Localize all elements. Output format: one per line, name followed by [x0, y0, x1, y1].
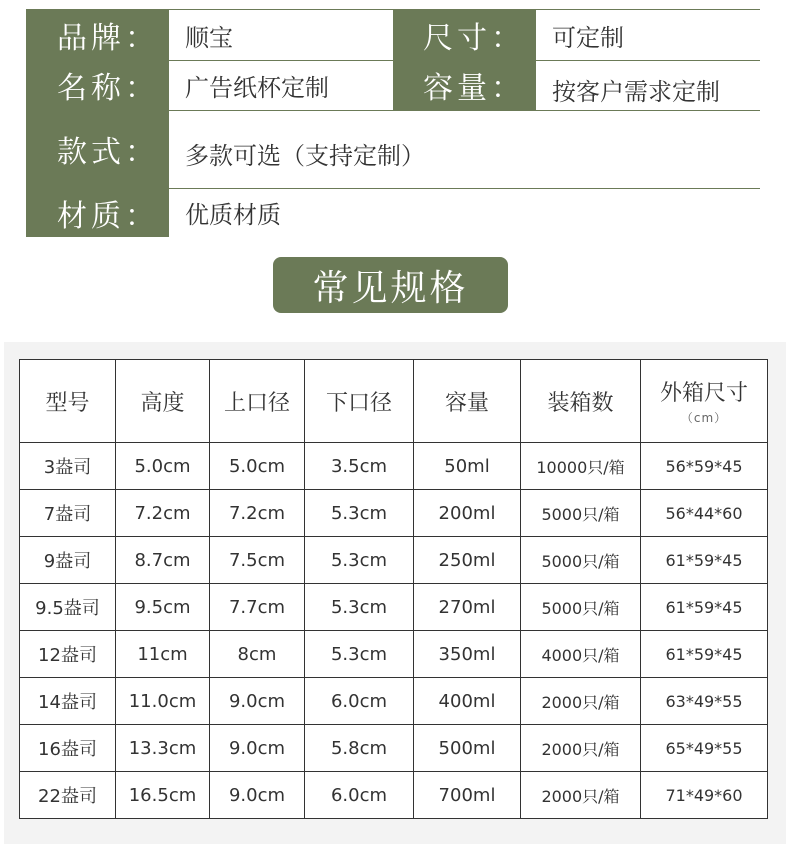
cell-model: 9盎司: [20, 537, 116, 584]
cell-capacity: 400ml: [414, 678, 521, 725]
cell-top-diameter: 9.0cm: [210, 772, 305, 819]
header-bottom-diameter: 下口径: [305, 360, 414, 443]
cell-box-size: 61*59*45: [641, 584, 768, 631]
cell-box-quantity: 2000只/箱: [521, 772, 641, 819]
cell-model: 9.5盎司: [20, 584, 116, 631]
cell-top-diameter: 7.7cm: [210, 584, 305, 631]
cell-height: 13.3cm: [116, 725, 210, 772]
cell-bottom-diameter: 6.0cm: [305, 772, 414, 819]
cell-height: 11.0cm: [116, 678, 210, 725]
header-height: 高度: [116, 360, 210, 443]
cell-box-size: 61*59*45: [641, 537, 768, 584]
cell-model: 14盎司: [20, 678, 116, 725]
cell-box-quantity: 4000只/箱: [521, 631, 641, 678]
cell-bottom-diameter: 3.5cm: [305, 443, 414, 490]
spec-table-body: [20, 443, 768, 819]
cell-model: 12盎司: [20, 631, 116, 678]
style-value: 多款可选（支持定制）: [169, 110, 760, 188]
name-value: 广告纸杯定制: [169, 60, 393, 110]
style-label: 款式：: [27, 110, 169, 188]
cell-model: 7盎司: [20, 490, 116, 537]
cell-model: 3盎司: [20, 443, 116, 490]
table-row: [20, 631, 768, 678]
cell-model: 16盎司: [20, 725, 116, 772]
spec-table-panel: [4, 342, 786, 844]
table-header-row: [20, 360, 768, 443]
table-row: [20, 443, 768, 490]
cell-box-quantity: 2000只/箱: [521, 725, 641, 772]
cell-model: 22盎司: [20, 772, 116, 819]
table-row: [20, 584, 768, 631]
size-label: 尺寸：: [393, 10, 536, 60]
cell-capacity: 200ml: [414, 490, 521, 537]
cell-top-diameter: 5.0cm: [210, 443, 305, 490]
cell-bottom-diameter: 5.3cm: [305, 537, 414, 584]
table-row: [20, 490, 768, 537]
header-box-size: [641, 360, 768, 443]
cell-bottom-diameter: 6.0cm: [305, 678, 414, 725]
cell-bottom-diameter: 5.8cm: [305, 725, 414, 772]
cell-bottom-diameter: 5.3cm: [305, 490, 414, 537]
size-value: 可定制: [536, 10, 760, 60]
brand-label: 品牌：: [27, 10, 169, 60]
divider: [536, 60, 760, 61]
cell-height: 8.7cm: [116, 537, 210, 584]
header-model: 型号: [20, 360, 116, 443]
cell-box-quantity: 2000只/箱: [521, 678, 641, 725]
cell-box-size: 56*44*60: [641, 490, 768, 537]
cell-box-size: 61*59*45: [641, 631, 768, 678]
cell-top-diameter: 9.0cm: [210, 678, 305, 725]
header-box-size-label: 外箱尺寸: [659, 381, 748, 406]
capacity-label: 容量：: [393, 60, 536, 110]
divider: [169, 60, 393, 61]
cell-box-size: 71*49*60: [641, 772, 768, 819]
cell-capacity: 250ml: [414, 537, 521, 584]
brand-value: 顺宝: [169, 10, 393, 60]
header-capacity: 容量: [414, 360, 521, 443]
cell-top-diameter: 7.5cm: [210, 537, 305, 584]
name-label: 名称：: [27, 60, 169, 110]
cell-capacity: 50ml: [414, 443, 521, 490]
cell-capacity: 270ml: [414, 584, 521, 631]
cell-box-quantity: 5000只/箱: [521, 490, 641, 537]
divider: [169, 188, 760, 189]
cell-box-quantity: 10000只/箱: [521, 443, 641, 490]
cell-height: 5.0cm: [116, 443, 210, 490]
divider: [169, 110, 760, 111]
product-info-grid: [26, 9, 760, 237]
cell-box-quantity: 5000只/箱: [521, 584, 641, 631]
table-row: [20, 537, 768, 584]
cell-box-size: 63*49*55: [641, 678, 768, 725]
table-row: [20, 772, 768, 819]
cell-height: 7.2cm: [116, 490, 210, 537]
cell-top-diameter: 9.0cm: [210, 725, 305, 772]
cell-capacity: 700ml: [414, 772, 521, 819]
cell-bottom-diameter: 5.3cm: [305, 584, 414, 631]
cell-box-size: 56*59*45: [641, 443, 768, 490]
cell-height: 16.5cm: [116, 772, 210, 819]
cell-height: 9.5cm: [116, 584, 210, 631]
cell-top-diameter: 8cm: [210, 631, 305, 678]
cell-capacity: 500ml: [414, 725, 521, 772]
material-label: 材质：: [27, 188, 169, 237]
cell-box-size: 65*49*55: [641, 725, 768, 772]
material-value: 优质材质: [169, 188, 760, 237]
header-top-diameter: 上口径: [210, 360, 305, 443]
capacity-value: 按客户需求定制: [536, 60, 760, 110]
cell-bottom-diameter: 5.3cm: [305, 631, 414, 678]
table-row: [20, 678, 768, 725]
spec-table: [19, 359, 768, 819]
section-title: 常见规格: [273, 257, 508, 313]
cell-capacity: 350ml: [414, 631, 521, 678]
table-row: [20, 725, 768, 772]
cell-box-quantity: 5000只/箱: [521, 537, 641, 584]
cell-height: 11cm: [116, 631, 210, 678]
cell-top-diameter: 7.2cm: [210, 490, 305, 537]
header-box-quantity: 装箱数: [521, 360, 641, 443]
header-box-size-unit: （cm）: [680, 411, 728, 425]
